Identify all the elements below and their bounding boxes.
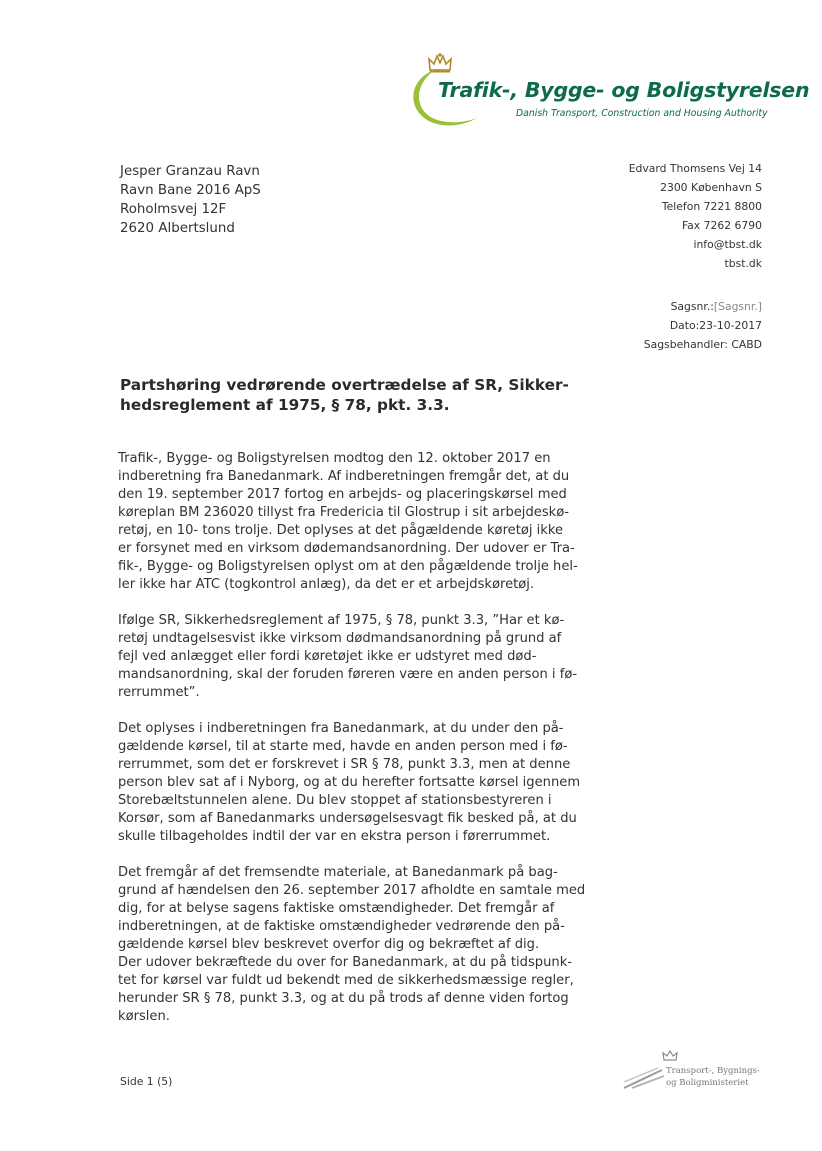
recipient-address [120,162,261,238]
body-paragraph [118,864,628,1026]
text-line: mandsanordning, skal der foruden føreren være en anden person i fø- [118,667,578,682]
text-line: skulle tilbageholdes indtil der var en ekstra person i førerrummet. [118,829,551,844]
text-line: person blev sat af i Nyborg, og at du herefter fortsatte kørsel igennem [118,775,581,790]
text-line: tet for kørsel var fuldt ud bekendt med de sikkerhedsmæssige regler, [118,973,574,988]
text-line: Storebæltstunnelen alene. Du blev stoppet af stationsbestyreren i [118,793,552,808]
text-line: indberetning fra Banedanmark. Af indberetningen fremgår det, at du [118,469,570,484]
sender-email: info@tbst.dk [693,238,762,251]
recipient-city: 2620 Albertslund [120,221,235,236]
text-line: Det fremgår af det fremsendte materiale, at Banedanmark på bag- [118,865,558,880]
sender-street: Edvard Thomsens Vej 14 [628,162,762,175]
recipient-name: Jesper Granzau Ravn [120,164,260,179]
case-number [644,297,762,316]
text-line: dig, for at belyse sagens faktiske omstændigheder. Det fremgår af [118,901,555,916]
text-line: fik-, Bygge- og Boligstyrelsen oplyst om at den pågældende trolje hel- [118,559,578,574]
text-line: kørslen. [118,1009,170,1024]
letter-body [118,450,628,1044]
ministry-line2: og Boligministeriet [666,1078,749,1088]
case-handler: Sagsbehandler: CABD [643,338,762,351]
text-line: retøj, en 10- tons trolje. Det oplyses at det pågældende køretøj ikke [118,523,564,538]
text-line: herunder SR § 78, punkt 3.3, og at du på trods af denne viden fortog [118,991,569,1006]
sender-phone: Telefon 7221 8800 [661,200,762,213]
case-date: Dato:23-10-2017 [669,319,762,332]
ministry-logo [622,1050,772,1094]
letter-heading [120,375,620,415]
text-line: rerrummet”. [118,685,200,700]
agency-subtitle: Danish Transport, Construction and Housing Authority [516,108,768,119]
agency-logo [405,52,810,132]
recipient-company: Ravn Bane 2016 ApS [120,183,261,198]
text-line: den 19. september 2017 fortog en arbejds- og placeringskørsel med [118,487,567,502]
text-line: Trafik-, Bygge- og Boligstyrelsen modtog den 12. oktober 2017 en [118,451,551,466]
text-line: gældende kørsel, til at starte med, havde en anden person med i fø- [118,739,568,754]
case-info [644,297,762,354]
sender-address [629,159,762,273]
recipient-street: Roholmsvej 12F [120,202,227,217]
heading-line: Partshøring vedrørende overtrædelse af SR, Sikker- [120,376,569,394]
text-line: gældende kørsel blev beskrevet overfor dig og bekræftet af dig. [118,937,540,952]
text-line: Ifølge SR, Sikkerhedsreglement af 1975, § 78, punkt 3.3, ”Har et kø- [118,613,565,628]
crown-icon [662,1050,678,1062]
page-number: Side 1 (5) [120,1075,173,1088]
text-line: Korsør, som af Banedanmarks undersøgelsesvagt fik besked på, at du [118,811,577,826]
text-line: indberetningen, at de faktiske omstændigheder vedrørende den på- [118,919,565,934]
heading-line: hedsreglement af 1975, § 78, pkt. 3.3. [120,396,450,414]
sender-website: tbst.dk [724,257,762,270]
text-line: er forsynet med en virksom dødemandsanordning. Der udover er Tra- [118,541,575,556]
case-number-value: [Sagsnr.] [713,300,762,313]
text-line: grund af hændelsen den 26. september 2017 afholdte en samtale med [118,883,586,898]
sender-fax: Fax 7262 6790 [681,219,762,232]
case-number-label: Sagsnr.: [670,300,714,313]
text-line: fejl ved anlægget eller fordi køretøjet ikke er udstyret med død- [118,649,537,664]
text-line: køreplan BM 236020 tillyst fra Fredericia til Glostrup i sit arbejdeskø- [118,505,569,520]
text-line: rerrummet, som det er forskrevet i SR § 78, punkt 3.3, men at denne [118,757,571,772]
rail-track-icon [622,1064,666,1090]
ministry-line1: Transport-, Bygnings- [666,1066,760,1076]
text-line: Det oplyses i indberetningen fra Banedanmark, at du under den på- [118,721,564,736]
text-line: Der udover bekræftede du over for Banedanmark, at du på tidspunk- [118,955,573,970]
body-paragraph [118,612,628,702]
sender-city: 2300 København S [660,181,762,194]
body-paragraph [118,450,628,594]
text-line: retøj undtagelsesvist ikke virksom dødmandsanordning på grund af [118,631,562,646]
body-paragraph [118,720,628,846]
agency-name: Trafik-, Bygge- og Boligstyrelsen [438,78,810,102]
text-line: ler ikke har ATC (togkontrol anlæg), da det er et arbejdskøretøj. [118,577,535,592]
